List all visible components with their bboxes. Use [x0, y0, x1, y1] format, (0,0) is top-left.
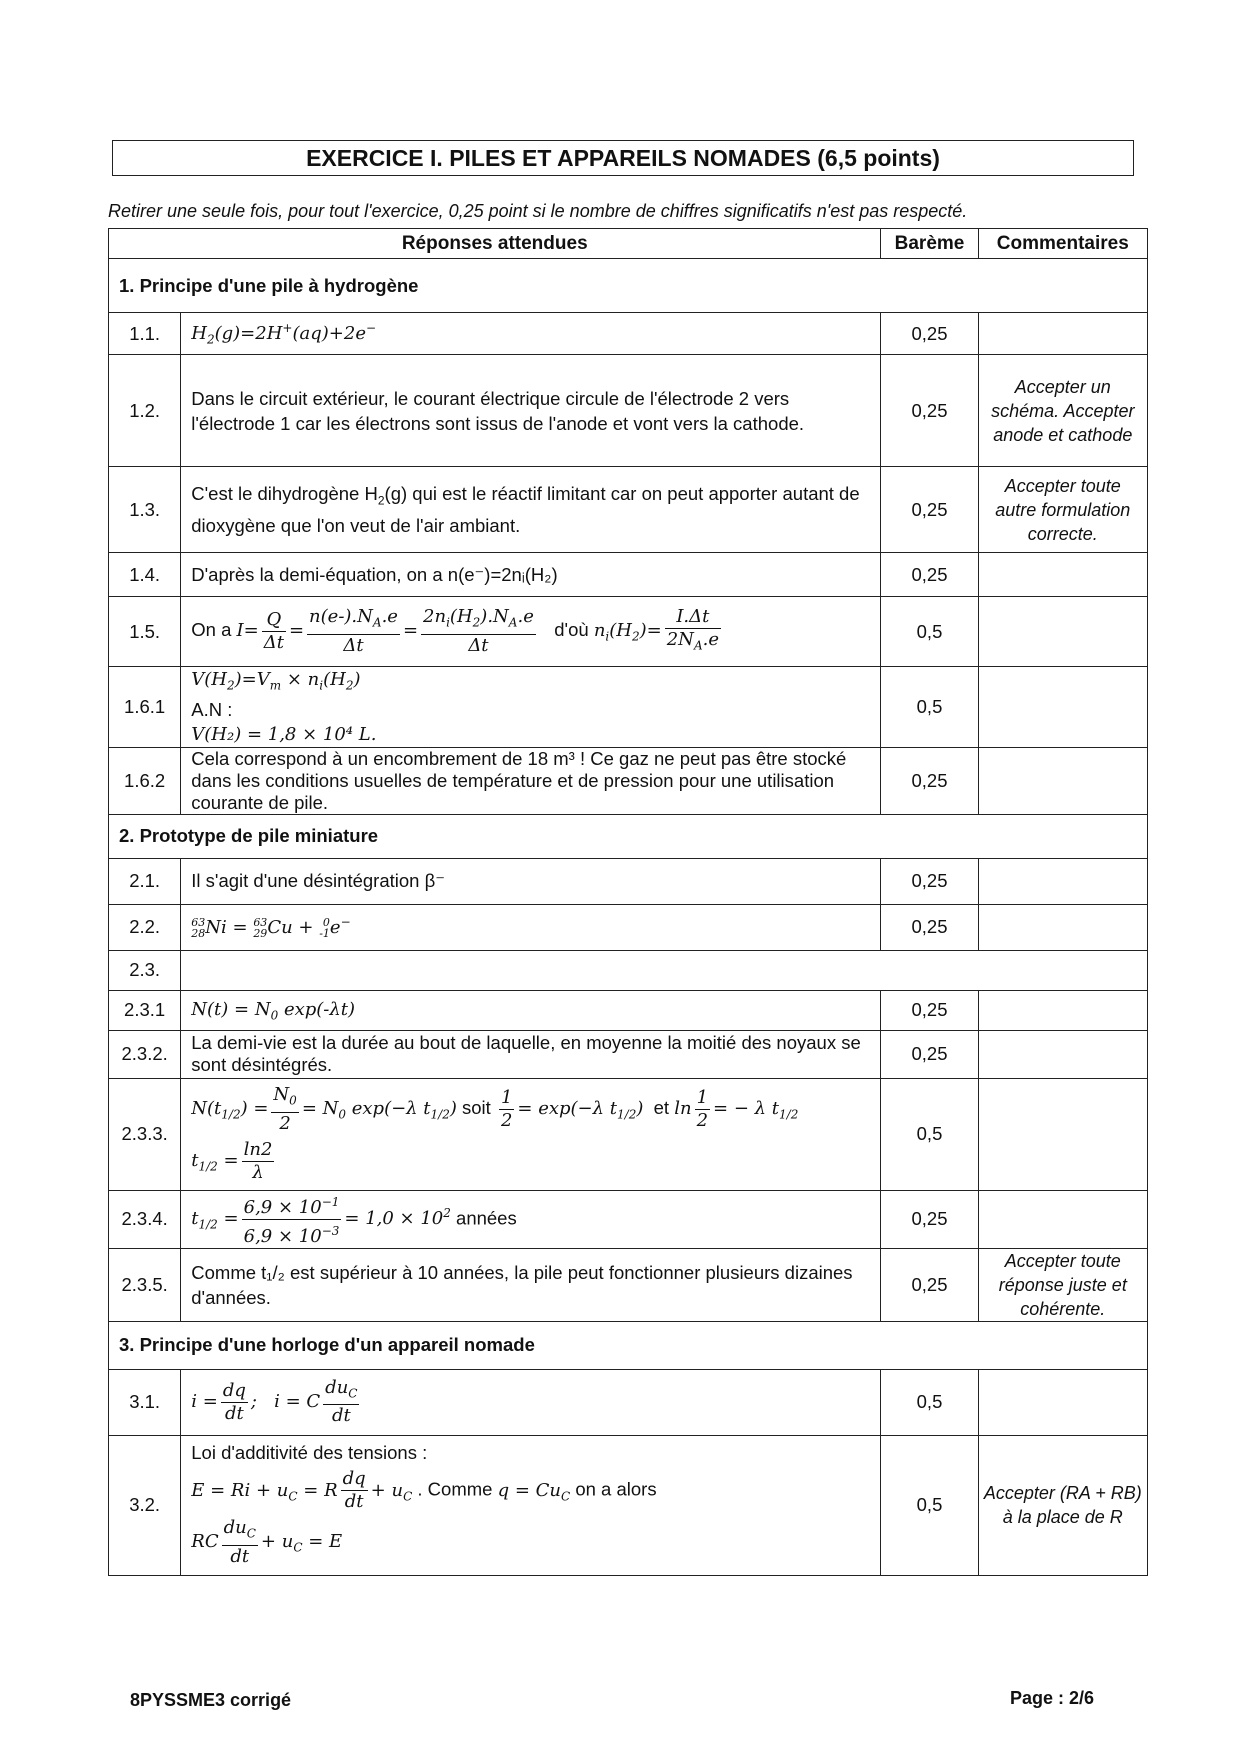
question-number: 1.6.2 — [109, 747, 181, 814]
question-number: 2.3.4. — [109, 1190, 181, 1248]
grading-note: Retirer une seule fois, pour tout l'exercice, 0,25 point si le nombre de chiffres significatifs n'est pas respecté. — [108, 201, 968, 221]
answer-formula: 63 28Ni = 63 29Cu + 0 -1e− — [181, 904, 881, 950]
section-row-3 — [109, 1321, 1148, 1369]
table-row — [109, 1190, 1148, 1248]
comment-cell — [978, 553, 1147, 597]
comment-cell — [978, 667, 1147, 748]
section-title: 2. Prototype de pile miniature — [109, 814, 1148, 858]
question-number: 1.2. — [109, 355, 181, 467]
question-number: 2.3.2. — [109, 1030, 181, 1078]
comment-cell — [978, 747, 1147, 814]
answer-formula: Loi d'additivité des tensions : $E = Ri + u_C = R$ $\frac{dq}{dt}$ + $u_C$ . Comme $q = Cu_C$ on a alors RC $\frac{du_C}{dt}$ + $u_C = E$ — [181, 1435, 881, 1575]
points-value: 0,5 — [881, 1078, 978, 1190]
answer-text: C'est le dihydrogène $H_2(g)$ qui est le réactif limitant car on peut apporter autant de dioxygène que l'on veut de l'air ambiant. — [181, 467, 881, 553]
points-value: 0,25 — [881, 1030, 978, 1078]
comment-text: Accepter (RA + RB) à la place de R — [978, 1435, 1147, 1575]
answer-text: La demi-vie est la durée au bout de laquelle, en moyenne la moitié des noyaux se sont désintégrés. — [181, 1030, 881, 1078]
points-value: 0,25 — [881, 990, 978, 1030]
answer-formula: $N(t_{1/2})$ = $\frac{N_0}{2}$ = $N_0$ exp(−λ $t_{1/2}$) soit $\frac{1}{2}$ = exp(−λ $t_{1/2}$) et ln $\frac{1}{2}$ = − λ $t_{1/2}$ $t_{1/2}$ = $\frac{\ln 2}{\lambda}$ — [181, 1078, 881, 1190]
question-number: 3.1. — [109, 1369, 181, 1435]
points-value: 0,25 — [881, 1248, 978, 1321]
table-row — [109, 313, 1148, 355]
table-row — [109, 597, 1148, 667]
points-value: 0,25 — [881, 467, 978, 553]
table-row — [109, 667, 1148, 748]
comment-cell — [978, 1078, 1147, 1190]
answer-formula: $V(H_2)=V_m \times n_i(H_2)$ A.N : V(H₂) = 1,8 × 10⁴ L. — [181, 667, 881, 748]
points-value: 0,25 — [881, 747, 978, 814]
answer-formula: On a I= $\frac{Q}{\Delta t}$ = $\frac{n(e-).N_A.e}{\Delta t}$ = $\frac{2n_i(H_2).N_A.e}{\Delta t}$ d'où $n_i(H_2)=$ $\frac{I.\Delta t}{2N_A.e}$ — [181, 597, 881, 667]
table-row — [109, 747, 1148, 814]
table-row — [109, 1030, 1148, 1078]
answer-formula: $t_{1/2}$ = $\frac{6,9 \times 10^{-1}}{6,9 \times 10^{-3}}$ = $1,0 \times 10^2$ années — [181, 1190, 881, 1248]
document-code: 8PYSSME3 corrigé — [130, 1690, 292, 1710]
question-number: 1.3. — [109, 467, 181, 553]
answer-text: D'après la demi-équation, on a n(e⁻)=2nᵢ(H₂) — [181, 553, 881, 597]
comment-text: Accepter toute réponse juste et cohérente. — [978, 1248, 1147, 1321]
table-row — [109, 1248, 1148, 1321]
question-number: 2.1. — [109, 858, 181, 904]
answer-formula: $N(t) = N_0$ exp(-λt) — [181, 990, 881, 1030]
comment-cell — [978, 1190, 1147, 1248]
table-row — [109, 858, 1148, 904]
table-row — [109, 467, 1148, 553]
table-row — [109, 553, 1148, 597]
table-header-row — [109, 229, 1148, 259]
points-value: 0,25 — [881, 858, 978, 904]
comment-text: Accepter toute autre formulation correcte. — [978, 467, 1147, 553]
points-value: 0,25 — [881, 313, 978, 355]
table-row — [109, 1369, 1148, 1435]
points-value: 0,5 — [881, 1369, 978, 1435]
question-number: 1.4. — [109, 553, 181, 597]
question-number: 1.1. — [109, 313, 181, 355]
table-row — [109, 1078, 1148, 1190]
header-points: Barème — [881, 229, 978, 259]
answer-text: Dans le circuit extérieur, le courant électrique circule de l'électrode 2 vers l'électrode 1 car les électrons sont issus de l'anode et vont vers la cathode. — [181, 355, 881, 467]
answer-text: Cela correspond à un encombrement de 18 m³ ! Ce gaz ne peut pas être stocké dans les conditions usuelles de température et de pression pour une utilisation courante de pile. — [181, 747, 881, 814]
comment-cell — [978, 858, 1147, 904]
table-row — [109, 1435, 1148, 1575]
page-number: Page : 2/6 — [1010, 1688, 1095, 1708]
question-number: 2.3. — [109, 950, 181, 990]
points-value: 0,25 — [881, 904, 978, 950]
section-row-1 — [109, 259, 1148, 313]
table-row — [109, 990, 1148, 1030]
comment-cell — [978, 904, 1147, 950]
question-number: 1.5. — [109, 597, 181, 667]
question-number: 1.6.1 — [109, 667, 181, 748]
answer-formula: i = $\frac{dq}{dt}$ ; i = C $\frac{du_C}{dt}$ — [181, 1369, 881, 1435]
exercise-title: EXERCICE I. PILES ET APPAREILS NOMADES (6,5 points) — [112, 140, 1134, 176]
points-value: 0,5 — [881, 667, 978, 748]
header-answers: Réponses attendues — [109, 229, 881, 259]
table-row — [109, 950, 1148, 990]
comment-cell — [978, 313, 1147, 355]
question-number: 2.3.3. — [109, 1078, 181, 1190]
points-value: 0,25 — [881, 553, 978, 597]
table-row — [109, 904, 1148, 950]
section-title: 3. Principe d'une horloge d'un appareil nomade — [109, 1321, 1148, 1369]
comment-cell — [978, 1030, 1147, 1078]
answer-text: Il s'agit d'une désintégration β⁻ — [181, 858, 881, 904]
table-row — [109, 355, 1148, 467]
section-title: 1. Principe d'une pile à hydrogène — [109, 259, 1148, 313]
question-number: 2.3.1 — [109, 990, 181, 1030]
points-value: 0,25 — [881, 1190, 978, 1248]
empty-cell — [181, 950, 1148, 990]
points-value: 0,5 — [881, 597, 978, 667]
points-value: 0,25 — [881, 355, 978, 467]
comment-cell — [978, 597, 1147, 667]
points-value: 0,5 — [881, 1435, 978, 1575]
comment-text: Accepter un schéma. Accepter anode et cathode — [978, 355, 1147, 467]
question-number: 2.2. — [109, 904, 181, 950]
answer-text: Comme t₁/₂ est supérieur à 10 années, la pile peut fonctionner plusieurs dizaines d'années. — [181, 1248, 881, 1321]
answer-formula: $H_2(g)=2H^+(aq)+2e^-$ — [181, 313, 881, 355]
comment-cell — [978, 1369, 1147, 1435]
question-number: 3.2. — [109, 1435, 181, 1575]
section-row-2 — [109, 814, 1148, 858]
header-comments: Commentaires — [978, 229, 1147, 259]
comment-cell — [978, 990, 1147, 1030]
answer-table — [108, 228, 1148, 1576]
question-number: 2.3.5. — [109, 1248, 181, 1321]
